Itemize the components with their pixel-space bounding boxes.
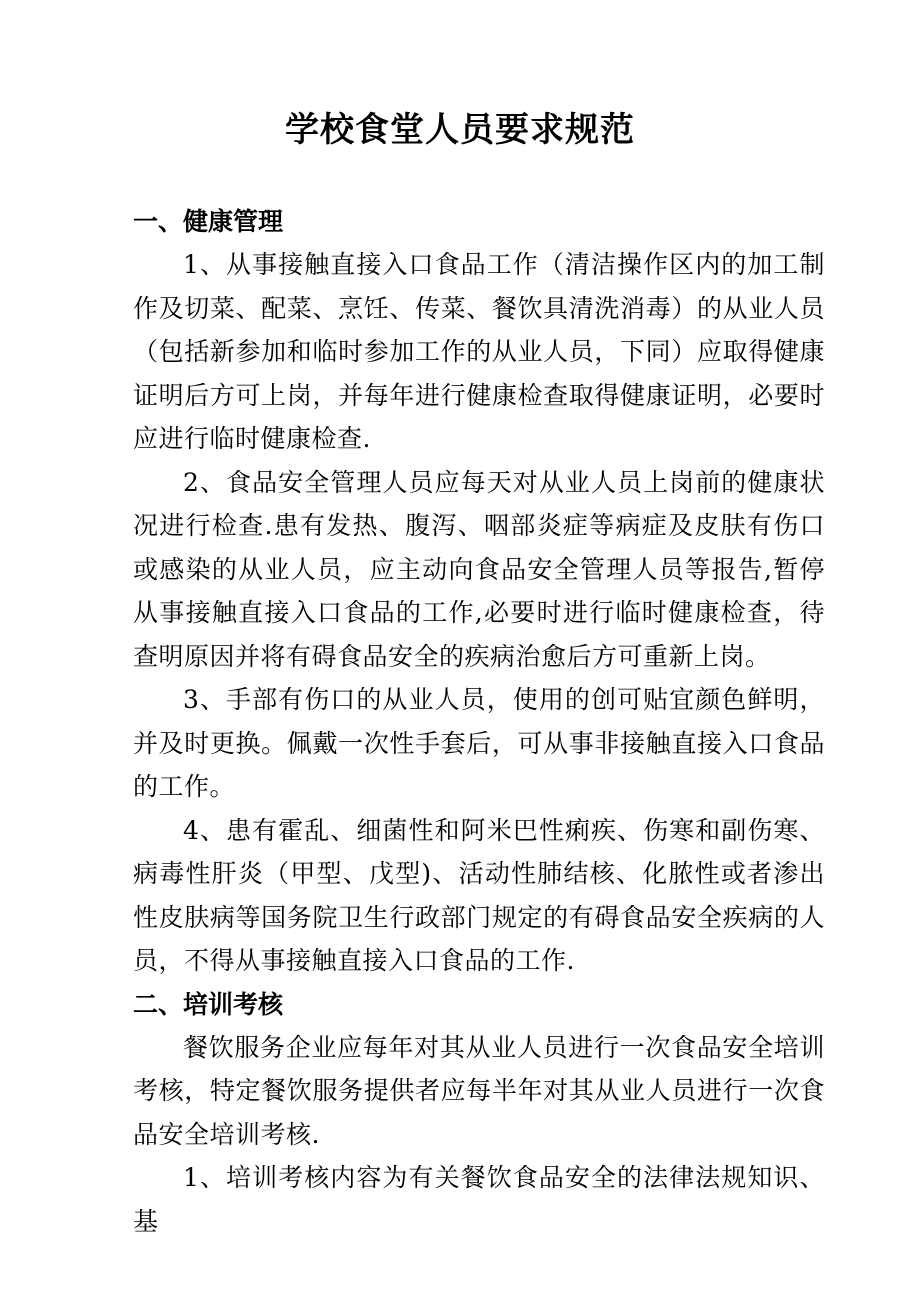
document-body (133, 200, 825, 1243)
paragraph: 2、食品安全管理人员应每天对从业人员上岗前的健康状况进行检查.患有发热、腹泻、咽部炎症等病症及皮肤有伤口或感染的从业人员，应主动向食品安全管理人员等报告,暂停从事接触直接入口食品的工作,必要时进行临时健康检查，待查明原因并将有碍食品安全的疾病治愈后方可重新上岗。 (133, 467, 825, 671)
paragraph: 1、从事接触直接入口食品工作（清洁操作区内的加工制作及切菜、配菜、烹饪、传菜、餐饮具清洗消毒）的从业人员（包括新参加和临时参加工作的从业人员，下同）应取得健康证明后方可上岗，并每年进行健康检查取得健康证明，必要时应进行临时健康检查. (133, 250, 825, 453)
paragraph: 3、手部有伤口的从业人员，使用的创可贴宜颜色鲜明，并及时更换。佩戴一次性手套后，可从事非接触直接入口食品的工作。 (133, 685, 825, 801)
paragraph: 4、患有霍乱、细菌性和阿米巴性痢疾、伤寒和副伤寒、病毒性肝炎（甲型、戊型)、活动性肺结核、化脓性或者渗出性皮肤病等国务院卫生行政部门规定的有碍食品安全疾病的人员，不得从事接触直接入口食品的工作. (133, 815, 825, 975)
paragraph: 1、培训考核内容为有关餐饮食品安全的法律法规知识、基 (133, 1163, 825, 1236)
document-title: 学校食堂人员要求规范 (285, 110, 635, 150)
section-heading-health: 一、健康管理 (133, 207, 284, 236)
paragraph: 餐饮服务企业应每年对其从业人员进行一次食品安全培训考核，特定餐饮服务提供者应每半年对其从业人员进行一次食品安全培训考核. (133, 1032, 825, 1149)
section-heading-training: 二、培训考核 (133, 989, 284, 1019)
